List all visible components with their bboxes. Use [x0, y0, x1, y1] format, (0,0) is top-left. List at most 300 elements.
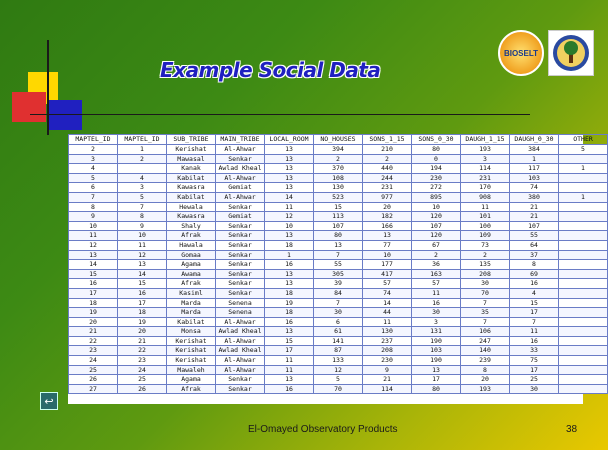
column-header: SONS_0_30 [412, 135, 461, 145]
table-cell: 12 [314, 365, 363, 375]
table-cell: 11 [265, 202, 314, 212]
table-cell: 6 [69, 183, 118, 193]
table-cell: 11 [461, 202, 510, 212]
table-row [69, 375, 608, 385]
table-cell: 70 [314, 384, 363, 394]
table-row [69, 212, 608, 222]
table-cell: 130 [363, 327, 412, 337]
table-cell: 135 [461, 260, 510, 270]
table-cell: 13 [412, 365, 461, 375]
table-cell: 13 [314, 240, 363, 250]
table-cell: 26 [118, 384, 167, 394]
table-row [69, 279, 608, 289]
table-cell: 44 [363, 308, 412, 318]
table-cell: 18 [265, 240, 314, 250]
table-row [69, 173, 608, 183]
table-cell: 114 [363, 384, 412, 394]
table-cell: 141 [314, 336, 363, 346]
table-cell: 7 [461, 298, 510, 308]
table-cell: 8 [69, 202, 118, 212]
table-cell: 13 [265, 154, 314, 164]
table-cell [559, 308, 608, 318]
table-row [69, 231, 608, 241]
table-cell: 55 [314, 260, 363, 270]
table-cell: 11 [510, 327, 559, 337]
table-cell: 19 [265, 298, 314, 308]
table-cell: 13 [265, 173, 314, 183]
table-cell: Kabilat [167, 192, 216, 202]
table-cell: 20 [363, 202, 412, 212]
table-row [69, 192, 608, 202]
decor-horizontal-line [30, 114, 530, 115]
table-row [69, 336, 608, 346]
table-row [69, 288, 608, 298]
table-cell: 2 [314, 154, 363, 164]
table-cell: 440 [363, 164, 412, 174]
table-row [69, 183, 608, 193]
table-cell: 6 [314, 317, 363, 327]
table-cell: 10 [412, 202, 461, 212]
table-cell: Kerishat [167, 336, 216, 346]
column-header: DAUGH_0_30 [510, 135, 559, 145]
table-cell: 19 [69, 308, 118, 318]
table-cell: 10 [118, 231, 167, 241]
table-cell: 8 [510, 260, 559, 270]
table-cell: Mawasal [167, 154, 216, 164]
table-cell: 15 [314, 202, 363, 212]
table-cell: 247 [461, 336, 510, 346]
table-cell: 14 [265, 192, 314, 202]
table-cell: 74 [363, 288, 412, 298]
table-cell: Marda [167, 308, 216, 318]
table-cell: 166 [363, 221, 412, 231]
table-cell: 19 [118, 317, 167, 327]
table-cell: 23 [118, 356, 167, 366]
table-cell: 24 [118, 365, 167, 375]
table-cell: 101 [461, 212, 510, 222]
table-cell: 4 [510, 288, 559, 298]
table-cell: 21 [363, 375, 412, 385]
table-cell: 182 [363, 212, 412, 222]
table-cell: 13 [69, 250, 118, 260]
table-cell: 17 [510, 308, 559, 318]
table-row [69, 384, 608, 394]
table-cell: 908 [461, 192, 510, 202]
table-cell: Senena [216, 298, 265, 308]
table-cell: 9 [69, 212, 118, 222]
table-row [69, 327, 608, 337]
table-cell: 177 [363, 260, 412, 270]
slide-footer: El-Omayed Observatory Products [248, 424, 398, 435]
table-cell: Afrak [167, 384, 216, 394]
table-cell: Monsa [167, 327, 216, 337]
table-cell: 417 [363, 269, 412, 279]
table-cell: Kasiml [167, 288, 216, 298]
table-cell: 16 [510, 336, 559, 346]
table-cell: 20 [461, 375, 510, 385]
table-cell: 18 [69, 298, 118, 308]
table-cell: 20 [118, 327, 167, 337]
table-cell: 80 [412, 145, 461, 155]
table-cell: Senkar [216, 375, 265, 385]
table-cell [559, 240, 608, 250]
table-cell: 193 [461, 145, 510, 155]
table-cell: 67 [412, 240, 461, 250]
table-cell: 80 [412, 384, 461, 394]
table-cell: Awlad Kheal [216, 327, 265, 337]
tree-emblem-icon [549, 31, 593, 75]
table-cell: Senkar [216, 154, 265, 164]
table-cell: 239 [461, 356, 510, 366]
table-row [69, 298, 608, 308]
table-cell: 140 [461, 346, 510, 356]
table-cell: 25 [510, 375, 559, 385]
table-row [69, 260, 608, 270]
column-header: SUB_TRIBE [167, 135, 216, 145]
table-cell: 18 [118, 308, 167, 318]
table-cell: 30 [412, 308, 461, 318]
table-cell: 16 [510, 279, 559, 289]
table-cell: 69 [510, 269, 559, 279]
table-cell [559, 221, 608, 231]
table-cell: 3 [412, 317, 461, 327]
table-cell: 14 [69, 260, 118, 270]
table-cell: 8 [118, 212, 167, 222]
table-cell [559, 375, 608, 385]
table-cell: 107 [510, 221, 559, 231]
table-cell: Al-Ahwar [216, 173, 265, 183]
table-row [69, 365, 608, 375]
table-cell [559, 384, 608, 394]
table-cell: 12 [265, 212, 314, 222]
table-cell: 30 [461, 279, 510, 289]
table-cell: 21 [69, 327, 118, 337]
table-cell: Senkar [216, 240, 265, 250]
table-cell: Mawaleh [167, 365, 216, 375]
table-cell [559, 346, 608, 356]
table-row [69, 164, 608, 174]
table-cell: 2 [461, 250, 510, 260]
table-cell: Gemiat [216, 183, 265, 193]
table-cell: 120 [412, 212, 461, 222]
table-cell [559, 212, 608, 222]
table-cell: 5 [314, 375, 363, 385]
table-cell: 10 [265, 221, 314, 231]
table-cell [118, 164, 167, 174]
table-cell: 14 [363, 298, 412, 308]
table-cell: 11 [69, 231, 118, 241]
table-cell: 30 [314, 308, 363, 318]
table-cell: 108 [314, 173, 363, 183]
table-cell: 13 [265, 231, 314, 241]
table-row [69, 250, 608, 260]
table-cell: Senkar [216, 250, 265, 260]
table-cell [559, 250, 608, 260]
table-cell: 3 [118, 183, 167, 193]
table-cell: 21 [118, 336, 167, 346]
table-cell: 5 [118, 192, 167, 202]
table-cell: 380 [510, 192, 559, 202]
table-cell: 84 [314, 288, 363, 298]
table-cell: Gomaa [167, 250, 216, 260]
table-row [69, 221, 608, 231]
table-cell: 190 [412, 356, 461, 366]
table-cell: 13 [265, 183, 314, 193]
table-cell: Afrak [167, 279, 216, 289]
table-cell: 11 [265, 356, 314, 366]
table-cell: 87 [314, 346, 363, 356]
table-cell: 25 [118, 375, 167, 385]
table-cell: Marda [167, 298, 216, 308]
table-cell: 16 [118, 288, 167, 298]
table-row [69, 154, 608, 164]
table-cell: 1 [265, 250, 314, 260]
table-cell: 27 [69, 384, 118, 394]
table-cell: 73 [461, 240, 510, 250]
table-cell: 25 [69, 365, 118, 375]
return-arrow-icon[interactable]: ↩ [40, 392, 58, 410]
table-cell: 11 [363, 317, 412, 327]
table-cell: 230 [412, 173, 461, 183]
table-cell: 13 [265, 164, 314, 174]
column-header: MAIN_TRIBE [216, 135, 265, 145]
table-cell: 2 [412, 250, 461, 260]
table-cell: 231 [461, 173, 510, 183]
table-cell: Shaly [167, 221, 216, 231]
table-row [69, 145, 608, 155]
table-cell: 21 [510, 202, 559, 212]
column-header: LOCAL_ROOM [265, 135, 314, 145]
table-cell: 117 [510, 164, 559, 174]
table-cell: 80 [314, 231, 363, 241]
page-number: 38 [566, 424, 578, 435]
table-cell: Senena [216, 308, 265, 318]
table-cell [559, 260, 608, 270]
table-cell: 16 [265, 317, 314, 327]
table-cell: 64 [510, 240, 559, 250]
table-cell: 190 [412, 336, 461, 346]
table-cell: 17 [412, 375, 461, 385]
table-cell: 163 [412, 269, 461, 279]
table-cell: 18 [265, 308, 314, 318]
table-cell: Senkar [216, 260, 265, 270]
table-cell: 230 [363, 356, 412, 366]
table-cell: 106 [461, 327, 510, 337]
table-cell: 75 [510, 356, 559, 366]
table-cell: 13 [265, 375, 314, 385]
table-cell: Senkar [216, 288, 265, 298]
column-header: MAPTEL_ID [118, 135, 167, 145]
table-cell: 24 [69, 356, 118, 366]
table-cell: 20 [69, 317, 118, 327]
table-cell: 12 [118, 250, 167, 260]
table-cell: 57 [363, 279, 412, 289]
table-cell: 1 [559, 192, 608, 202]
table-cell: 17 [265, 346, 314, 356]
table-cell: 113 [314, 212, 363, 222]
table-row [69, 356, 608, 366]
table-cell: 3 [461, 154, 510, 164]
table-cell: 13 [265, 279, 314, 289]
table-cell [559, 279, 608, 289]
table-cell: 384 [510, 145, 559, 155]
table-cell: 394 [314, 145, 363, 155]
table-cell: 133 [314, 356, 363, 366]
table-row [69, 202, 608, 212]
table-cell: 4 [118, 173, 167, 183]
table-cell: 2 [118, 154, 167, 164]
table-cell: 103 [510, 173, 559, 183]
table-cell: Senkar [216, 202, 265, 212]
table-cell: 2 [363, 154, 412, 164]
table-cell: 7 [314, 298, 363, 308]
table-cell: 10 [363, 250, 412, 260]
table-cell: Senkar [216, 269, 265, 279]
decor-red-square [12, 92, 46, 122]
table-cell [559, 317, 608, 327]
table-cell: Gemiat [216, 212, 265, 222]
table-cell: 11 [412, 288, 461, 298]
table-cell: 107 [412, 221, 461, 231]
table-cell: 15 [118, 279, 167, 289]
column-header: SONS_1_15 [363, 135, 412, 145]
table-cell: 194 [412, 164, 461, 174]
table-cell: 15 [510, 298, 559, 308]
table-cell: Senkar [216, 279, 265, 289]
table-cell: 8 [461, 365, 510, 375]
table-cell: 74 [510, 183, 559, 193]
table-cell: 7 [314, 250, 363, 260]
table-cell: 9 [118, 221, 167, 231]
table-cell: 26 [69, 375, 118, 385]
table-cell: 77 [363, 240, 412, 250]
table-cell: 120 [412, 231, 461, 241]
table-cell: 17 [69, 288, 118, 298]
table-cell: 15 [69, 269, 118, 279]
table-cell: Hewala [167, 202, 216, 212]
table-cell: 13 [118, 260, 167, 270]
table-cell: 114 [461, 164, 510, 174]
table-cell: Kerishat [167, 346, 216, 356]
table-cell: 9 [363, 365, 412, 375]
table-cell [559, 154, 608, 164]
table-row [69, 317, 608, 327]
table-cell: 3 [69, 154, 118, 164]
table-cell: 18 [265, 288, 314, 298]
table-row [69, 240, 608, 250]
table-cell: Awama [167, 269, 216, 279]
table-cell [559, 231, 608, 241]
table-cell: Senkar [216, 384, 265, 394]
table-cell [559, 183, 608, 193]
table-cell: 16 [412, 298, 461, 308]
table-cell: 0 [412, 154, 461, 164]
table-cell: 170 [461, 183, 510, 193]
table-cell: Kabilat [167, 173, 216, 183]
table-cell: Awlad Kheal [216, 346, 265, 356]
table-cell [559, 298, 608, 308]
table-cell [559, 365, 608, 375]
table-cell [559, 336, 608, 346]
table-cell: Kabilat [167, 317, 216, 327]
table-cell: Kawasra [167, 183, 216, 193]
table-cell: 36 [412, 260, 461, 270]
decor-vertical-line [47, 40, 49, 135]
table-cell: 15 [265, 336, 314, 346]
table-cell [559, 288, 608, 298]
table-cell: 5 [559, 145, 608, 155]
table-cell: 11 [118, 240, 167, 250]
table-cell: 272 [412, 183, 461, 193]
table-cell: 131 [412, 327, 461, 337]
table-header-row [69, 135, 608, 145]
table-cell: 2 [69, 145, 118, 155]
table-cell: Awlad Kheal [216, 164, 265, 174]
table-row [69, 269, 608, 279]
table-cell: 23 [69, 346, 118, 356]
table-cell: 370 [314, 164, 363, 174]
column-header: OTHER [559, 135, 608, 145]
table-cell [559, 269, 608, 279]
decor-blue-square [48, 100, 82, 130]
table-cell: 977 [363, 192, 412, 202]
table-cell: Agama [167, 260, 216, 270]
table-cell: 193 [461, 384, 510, 394]
table-cell: 7 [69, 192, 118, 202]
table-cell: 13 [265, 327, 314, 337]
table-cell: 5 [69, 173, 118, 183]
table-cell: Kawasra [167, 212, 216, 222]
table-cell: Kerishat [167, 356, 216, 366]
table-cell [559, 202, 608, 212]
table-cell: 57 [412, 279, 461, 289]
table-cell: 107 [314, 221, 363, 231]
table-cell: 70 [461, 288, 510, 298]
table-cell: 17 [510, 365, 559, 375]
table-cell: 14 [118, 269, 167, 279]
table-cell: 1 [510, 154, 559, 164]
table-cell: 231 [363, 183, 412, 193]
social-data-table[interactable] [68, 134, 593, 404]
table-cell: 55 [510, 231, 559, 241]
table-cell: 13 [265, 145, 314, 155]
table-cell: Al-Ahwar [216, 336, 265, 346]
bioselt-logo-text: BIOSELT [503, 48, 539, 58]
table-cell [559, 356, 608, 366]
table-cell: 210 [363, 145, 412, 155]
table-cell: 103 [412, 346, 461, 356]
table-cell: 61 [314, 327, 363, 337]
table-cell: Senkar [216, 231, 265, 241]
column-header: MAPTEL_ID [69, 135, 118, 145]
university-logo [548, 30, 594, 76]
table-cell: 237 [363, 336, 412, 346]
table-cell: 100 [461, 221, 510, 231]
table-cell: 22 [118, 346, 167, 356]
table-cell: 7 [461, 317, 510, 327]
slide-title: Example Social Data [160, 58, 381, 82]
table-cell: 16 [69, 279, 118, 289]
table-cell: Senkar [216, 221, 265, 231]
table-cell: 39 [314, 279, 363, 289]
table-cell: Afrak [167, 231, 216, 241]
table-cell: 22 [69, 336, 118, 346]
table-cell: Al-Ahwar [216, 356, 265, 366]
table-cell: 21 [510, 212, 559, 222]
table-cell: Al-Ahwar [216, 192, 265, 202]
table-cell: 4 [69, 164, 118, 174]
table-cell: Kanak [167, 164, 216, 174]
